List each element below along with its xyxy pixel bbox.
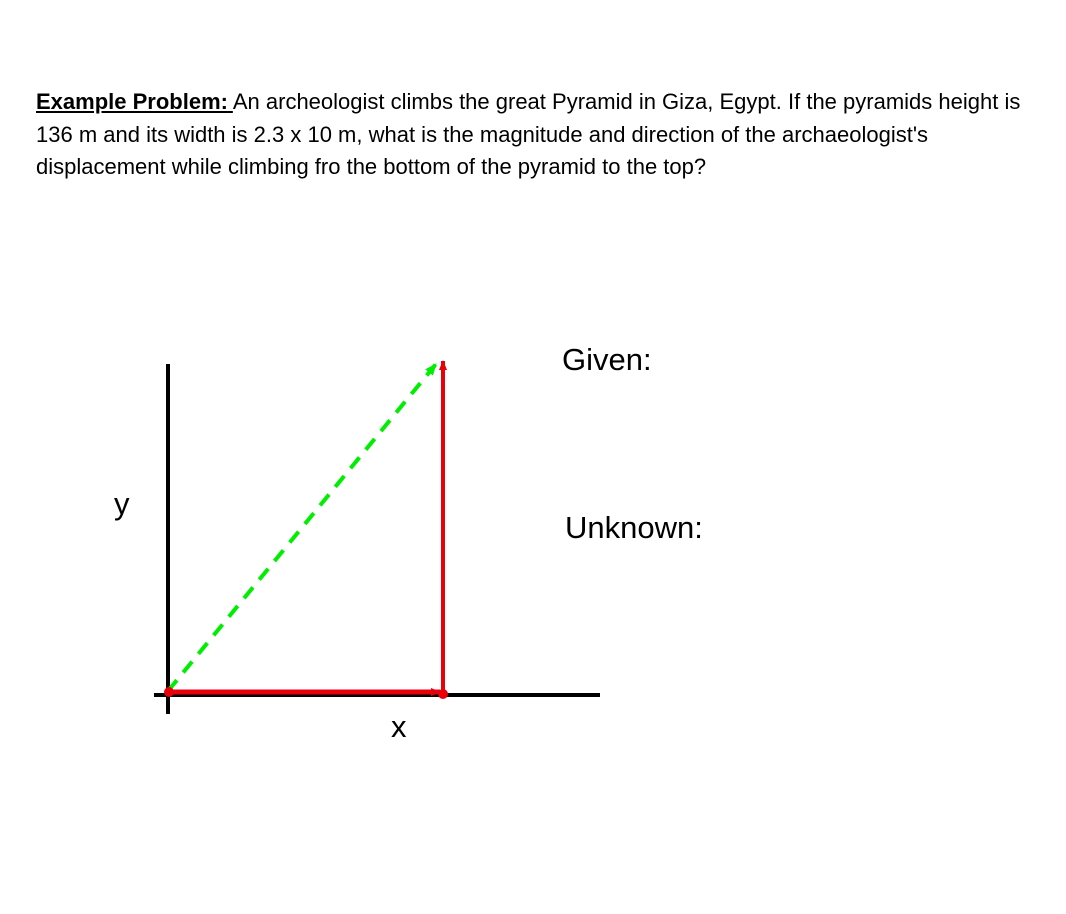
given-label: Given:	[562, 342, 652, 377]
y-axis-label: y	[114, 486, 130, 521]
corner-point	[438, 689, 448, 699]
problem-text: An archeologist climbs the great Pyramid in Giza, Egypt. If the pyramids height is 136 m and its width is 2.3 x 10 m, what is the magnitude and direction of the archaeologist's displacement while climbing fro the bottom of the pyramid to the top?	[36, 89, 1021, 179]
origin-point	[164, 687, 174, 697]
x-axis-label: x	[391, 709, 407, 744]
problem-lead: Example Problem:	[36, 89, 228, 114]
unknown-label: Unknown:	[565, 510, 703, 545]
resultant-displacement-vector	[168, 364, 436, 691]
